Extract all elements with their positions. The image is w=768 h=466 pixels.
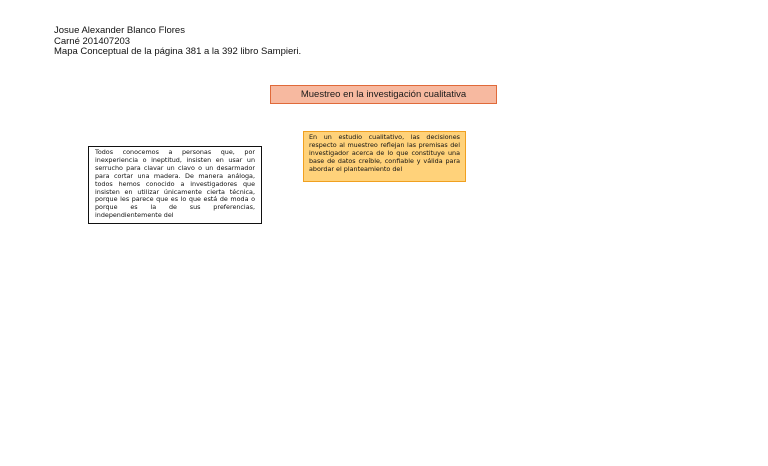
document-header [54,26,301,58]
concept-node-sampling-decisions[interactable] [303,131,466,182]
student-id: Carné 201407203 [54,35,131,47]
document-subtitle: Mapa Conceptual de la página 381 a la 392 libro Sampieri. [54,46,302,58]
author-name: Josue Alexander Blanco Flores [54,25,185,36]
concept-node-text: Todos conocemos a personas que, por inexperiencia o ineptitud, insisten en usar un serrucho para clavar un clavo o un desarmador para cortar una madera. De manera análoga, todos hemos conocido a investigadores que insisten en utilizar únicamente cierta técnica, porque les parece que es lo que está de moda o porque es la de sus preferencias, independientemente del [95,148,255,220]
concept-node-technique-analogy[interactable] [88,146,262,224]
concept-node-text: En un estudio cualitativo, las decisiones respecto al muestreo reflejan las premisas del investigador acerca de lo que constituye una base de datos creíble, confiable y válida para abordar el planteamiento del [309,133,460,173]
concept-map-title-node[interactable]: Muestreo en la investigación cualitativa [270,85,497,104]
